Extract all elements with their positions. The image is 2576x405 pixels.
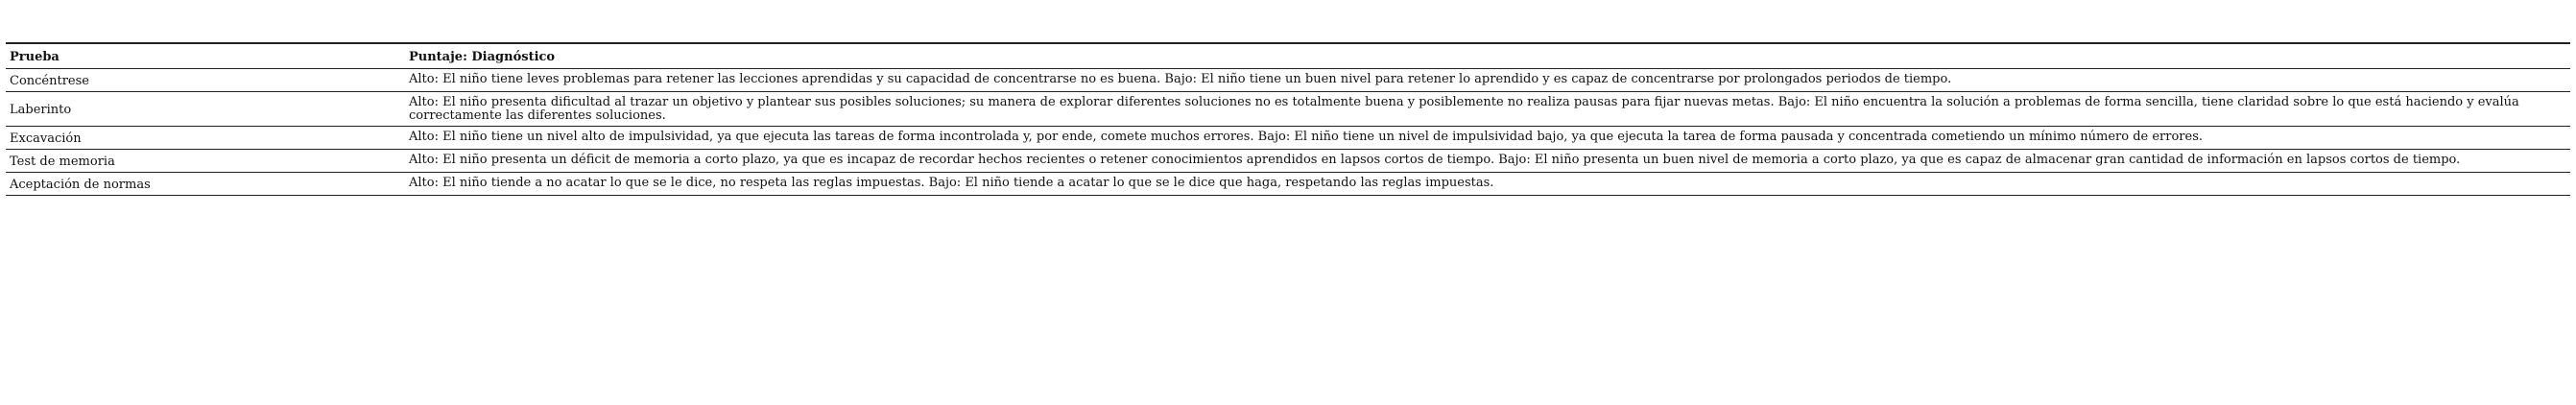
table-header — [6, 43, 2570, 69]
diagnosis-cell: Alto: El niño presenta un déficit de memoria a corto plazo, ya que es incapaz de recordar hechos recientes o retener conocimientos aprendidos en lapsos cortos de tiempo. Bajo: El niño presenta un buen nivel de memoria a corto plazo, ya que es capaz de almacenar gran cantidad de información en lapsos cortos de tiempo. — [409, 153, 2461, 167]
column-header-test: Prueba — [10, 50, 60, 64]
diagnosis-cell: Alto: El niño presenta dificultad al trazar un objetivo y plantear sus posibles soluciones; su manera de explorar diferentes soluciones no es totalmente buena y posiblemente no realiza pausas para fijar nuevas metas. Bajo: El niño encuentra la solución a problemas de forma sencilla, tiene claridad sobre lo que está haciendo y evalúa correctamente las diferentes soluciones. — [409, 95, 2519, 123]
test-name-cell: Laberinto — [10, 103, 72, 117]
table-body — [6, 69, 2570, 196]
test-name-cell: Test de memoria — [10, 155, 115, 169]
test-name-cell: Concéntrese — [10, 74, 89, 88]
table-row — [6, 69, 2570, 92]
column-header-diagnosis: Puntaje: Diagnóstico — [409, 50, 556, 64]
header-row — [6, 43, 2570, 69]
diagnosis-cell: Alto: El niño tiende a no acatar lo que se le dice, no respeta las reglas impuestas. Bajo: El niño tiende a acatar lo que se le dice que haga, respetando las reglas impuestas. — [409, 176, 1494, 190]
diagnosis-cell: Alto: El niño tiene leves problemas para retener las lecciones aprendidas y su capacidad de concentrarse no es buena. Bajo: El niño tiene un buen nivel para retener lo aprendido y es capaz de concentrarse por prolongados periodos de tiempo. — [409, 72, 1952, 86]
diagnosis-cell: Alto: El niño tiene un nivel alto de impulsividad, ya que ejecuta las tareas de forma incontrolada y, por ende, comete muchos errores. Bajo: El niño tiene un nivel de impulsividad bajo, ya que ejecuta la tarea de forma pausada y concentrada cometiendo un mínimo número de errores. — [409, 130, 2204, 144]
table-row — [6, 92, 2570, 127]
diagnosis-table — [6, 42, 2570, 196]
table-row — [6, 173, 2570, 196]
test-name-cell: Aceptación de normas — [10, 178, 151, 192]
table-row — [6, 127, 2570, 150]
test-name-cell: Excavación — [10, 131, 82, 146]
table-row — [6, 150, 2570, 173]
diagnosis-table-container — [6, 42, 2570, 196]
